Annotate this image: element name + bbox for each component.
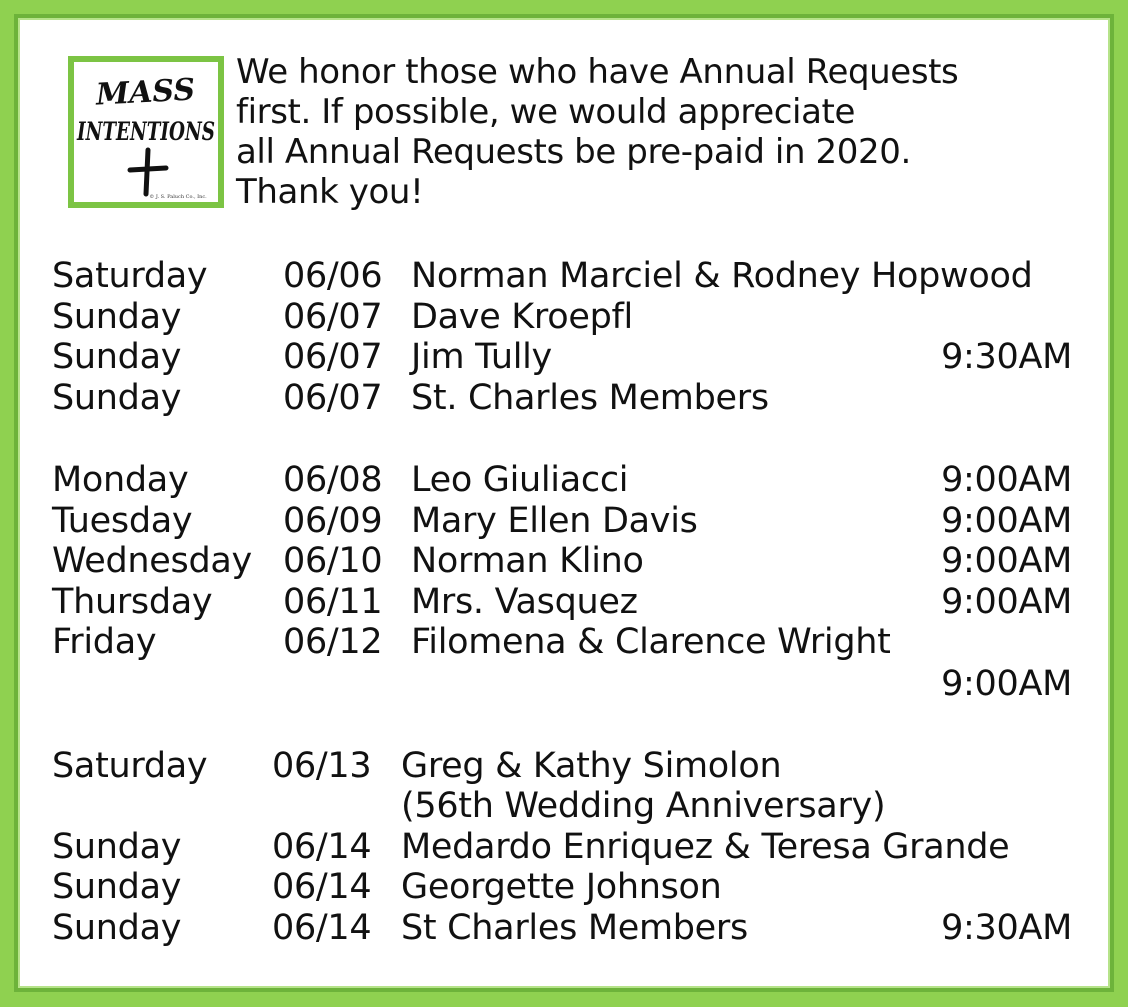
schedule-row: [0, 460, 1128, 500]
schedule-row: [0, 867, 1128, 907]
intention-name: Mary Ellen Davis: [411, 501, 698, 541]
intro-line: Thank you!: [236, 172, 424, 212]
day: Tuesday: [52, 501, 193, 541]
date: 06/14: [272, 827, 372, 867]
schedule-row: [0, 582, 1128, 622]
day: Sunday: [52, 378, 182, 418]
day: Sunday: [52, 297, 182, 337]
day: Saturday: [52, 256, 208, 296]
schedule-row: [0, 746, 1128, 786]
schedule-row: [0, 337, 1128, 377]
mass-time: 9:30AM: [941, 337, 1072, 377]
intention-name: Leo Giuliacci: [411, 460, 629, 500]
day: Wednesday: [52, 541, 252, 581]
mass-time: 9:00AM: [941, 501, 1072, 541]
day: Monday: [52, 460, 189, 500]
schedule-row: [0, 622, 1128, 662]
day: Saturday: [52, 746, 208, 786]
date: 06/07: [283, 378, 383, 418]
date: 06/11: [283, 582, 383, 622]
intention-name: Filomena & Clarence Wright: [411, 622, 891, 662]
schedule-row: [0, 908, 1128, 948]
intention-name: Norman Klino: [411, 541, 644, 581]
date: 06/12: [283, 622, 383, 662]
date: 06/09: [283, 501, 383, 541]
intention-name: Jim Tully: [411, 337, 552, 377]
intention-name: Dave Kroepfl: [411, 297, 633, 337]
date: 06/10: [283, 541, 383, 581]
date: 06/14: [272, 867, 372, 907]
day: Thursday: [52, 582, 213, 622]
intro-line: We honor those who have Annual Requests: [236, 52, 959, 92]
schedule-row: [0, 256, 1128, 296]
cross-icon: [130, 150, 166, 194]
intention-name: (56th Wedding Anniversary): [401, 786, 886, 826]
mass-intentions-logo: [68, 56, 224, 208]
date: 06/07: [283, 337, 383, 377]
intention-name: Norman Marciel & Rodney Hopwood: [411, 256, 1033, 296]
schedule-row: [0, 297, 1128, 337]
schedule-row: [0, 786, 1128, 826]
intro-line: first. If possible, we would appreciate: [236, 92, 855, 132]
date: 06/06: [283, 256, 383, 296]
day: Sunday: [52, 337, 182, 377]
schedule-row: [0, 827, 1128, 867]
date: 06/07: [283, 297, 383, 337]
day: Sunday: [52, 867, 182, 907]
mass-time: 9:00AM: [941, 664, 1072, 704]
date: 06/13: [272, 746, 372, 786]
schedule-row: [0, 664, 1128, 704]
schedule-row: [0, 541, 1128, 581]
schedule-row: [0, 501, 1128, 541]
intention-name: St. Charles Members: [411, 378, 769, 418]
intention-name: St Charles Members: [401, 908, 748, 948]
mass-time: 9:30AM: [941, 908, 1072, 948]
logo-line-2: INTENTIONS: [76, 117, 215, 146]
logo-credit: © J. S. Paluch Co., Inc.: [149, 194, 207, 200]
day: Friday: [52, 622, 157, 662]
schedule-row: [0, 378, 1128, 418]
intention-name: Mrs. Vasquez: [411, 582, 638, 622]
mass-time: 9:00AM: [941, 541, 1072, 581]
logo-line-1: MASS: [95, 72, 196, 113]
intention-name: Medardo Enriquez & Teresa Grande: [401, 827, 1010, 867]
intro-message: [236, 52, 1066, 212]
date: 06/08: [283, 460, 383, 500]
intro-line: all Annual Requests be pre-paid in 2020.: [236, 132, 911, 172]
day: Sunday: [52, 827, 182, 867]
day: Sunday: [52, 908, 182, 948]
date: 06/14: [272, 908, 372, 948]
intention-name: Greg & Kathy Simolon: [401, 746, 782, 786]
intention-name: Georgette Johnson: [401, 867, 722, 907]
mass-time: 9:00AM: [941, 582, 1072, 622]
mass-time: 9:00AM: [941, 460, 1072, 500]
